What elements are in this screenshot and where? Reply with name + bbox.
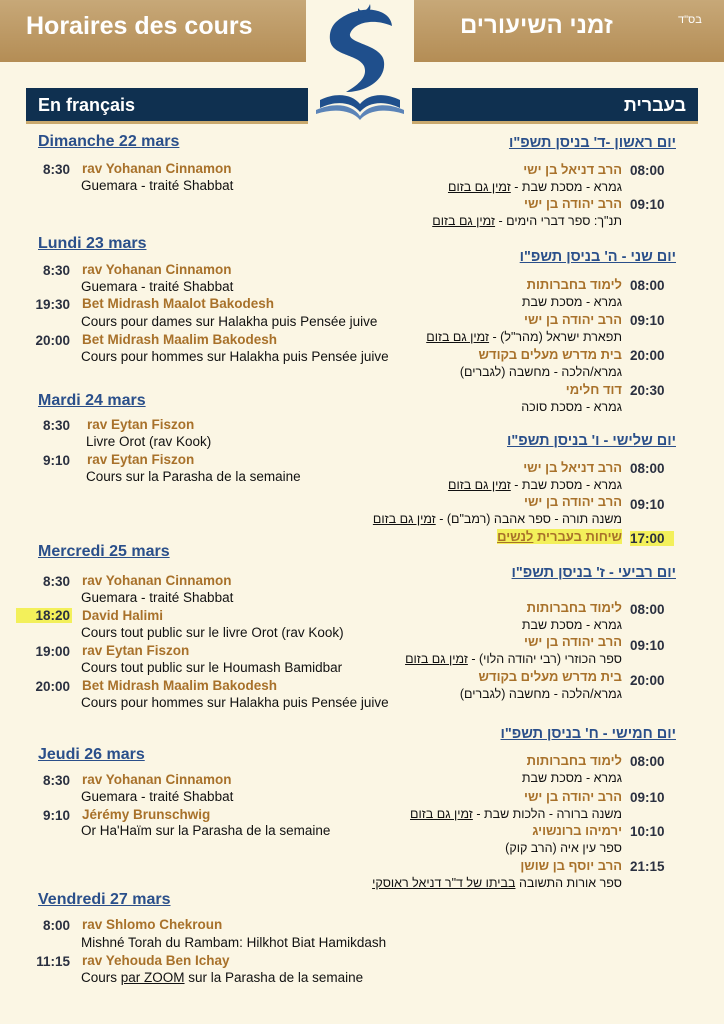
lesson-desc: Cours pour hommes sur Halakha puis Pensée juive xyxy=(81,695,389,710)
lesson-desc: Guemara - traité Shabbat xyxy=(81,590,234,605)
lesson-desc: Cours tout public sur le livre Orot (rav Kook) xyxy=(81,625,344,640)
lesson-desc: Cours pour hommes sur Halakha puis Pensée juive xyxy=(81,349,389,364)
section-bar-he xyxy=(412,88,698,124)
day-title-he: יום רביעי - ז' בניסן תשפ"ו xyxy=(511,565,676,581)
lesson-desc: גמרא - מסכת שבת - זמין גם בזום xyxy=(447,180,622,194)
zoom-link[interactable]: זמין גם בזום xyxy=(447,180,511,194)
teacher-name: ירמיהו ברונשויג xyxy=(532,823,622,838)
lesson-time: 19:00 xyxy=(35,644,70,659)
teacher-name: הרב דניאל בן ישי xyxy=(523,460,622,475)
teacher-name: לימוד בחברותות xyxy=(526,600,622,615)
teacher-name: הרב יהודה בן ישי xyxy=(524,312,622,327)
section-title-he: בעברית xyxy=(623,95,686,115)
teacher-name: שיחות בעברית לנשים xyxy=(497,529,622,544)
teacher-name: David Halimi xyxy=(82,608,164,623)
lesson-time: 08:00 xyxy=(630,163,665,178)
day-title-fr: Lundi 23 mars xyxy=(38,235,147,252)
lesson-desc: Livre Orot (rav Kook) xyxy=(86,434,212,449)
lesson-time: 09:10 xyxy=(630,638,665,653)
lesson-desc: Guemara - traité Shabbat xyxy=(81,279,234,294)
lesson-time: 08:00 xyxy=(630,602,665,617)
day-title-fr: Mardi 24 mars xyxy=(38,392,146,409)
teacher-name: הרב דניאל בן ישי xyxy=(523,162,622,177)
lesson-desc: Cours par ZOOM sur la Parasha de la semaine xyxy=(81,970,364,985)
teacher-name: Bet Midrash Maalim Bakodesh xyxy=(82,332,278,347)
zoom-link[interactable]: זמין גם בזום xyxy=(405,652,468,666)
lesson-time: 20:00 xyxy=(630,348,665,363)
lesson-time: 8:30 xyxy=(42,574,70,589)
lesson-desc: תנ"ך: ספר דברי הימים - זמין גם בזום xyxy=(432,214,622,228)
bsd-mark: בס"ד xyxy=(678,14,702,26)
lesson-time: 20:30 xyxy=(630,383,665,398)
lesson-desc: תפארת ישראל (מהר"ל) - זמין גם בזום xyxy=(426,330,622,344)
lesson-desc: גמרא - מסכת שבת xyxy=(521,618,622,632)
lesson-desc: ספר עין איה (הרב קוק) xyxy=(505,841,622,855)
lesson-time: 20:00 xyxy=(35,333,70,348)
lesson-desc: גמרא - מסכת שבת xyxy=(521,771,622,785)
teacher-name: rav Yehouda Ben Ichay xyxy=(82,953,230,968)
teacher-name: rav Eytan Fiszon xyxy=(87,452,195,467)
women-link[interactable]: לנשים xyxy=(497,529,534,544)
teacher-name: rav Yohanan Cinnamon xyxy=(82,161,232,176)
zoom-link[interactable]: זמין גם בזום xyxy=(432,214,496,228)
page-title-he: זמני השיעורים xyxy=(460,12,613,39)
lesson-time: 8:30 xyxy=(42,263,70,278)
lesson-desc: ספר הכוזרי (רבי יהודה הלוי) - זמין גם בזום xyxy=(405,652,622,666)
teacher-name: הרב יוסף בן שושן xyxy=(520,858,622,873)
lesson-time: 09:10 xyxy=(630,790,665,805)
lesson-desc: Cours tout public sur le Houmash Bamidbar xyxy=(81,660,343,675)
lesson-time: 08:00 xyxy=(630,754,665,769)
teacher-name: Jérémy Brunschwig xyxy=(82,807,211,822)
teacher-name: לימוד בחברותות xyxy=(526,753,622,768)
lesson-time: 21:15 xyxy=(630,859,665,874)
lesson-desc: גמרא/הלכה - מחשבה (לגברים) xyxy=(459,687,622,701)
lesson-time: 8:30 xyxy=(42,162,70,177)
zoom-link[interactable]: par ZOOM xyxy=(120,970,185,985)
teacher-name: Bet Midrash Maalim Bakodesh xyxy=(82,678,278,693)
teacher-name: דוד חלימי xyxy=(565,382,622,397)
teacher-name: הרב יהודה בן ישי xyxy=(524,494,622,509)
day-title-he: יום ראשון -ד' בניסן תשפ"ו xyxy=(508,135,676,151)
lesson-time: 20:00 xyxy=(35,679,70,694)
teacher-name: הרב יהודה בן ישי xyxy=(524,196,622,211)
day-title-he: יום שלישי - ו' בניסן תשפ"ו xyxy=(507,433,676,449)
teacher-name: הרב יהודה בן ישי xyxy=(524,634,622,649)
lesson-time: 09:10 xyxy=(630,313,665,328)
lesson-desc: גמרא - מסכת שבת - זמין גם בזום xyxy=(447,478,622,492)
teacher-name: rav Shlomo Chekroun xyxy=(82,917,223,932)
lesson-time: 9:10 xyxy=(42,453,70,468)
teacher-name: rav Yohanan Cinnamon xyxy=(82,772,232,787)
teacher-name: הרב יהודה בן ישי xyxy=(524,789,622,804)
lesson-desc: Or Ha'Haïm sur la Parasha de la semaine xyxy=(81,823,331,838)
lesson-desc: Cours pour dames sur Halakha puis Pensée juive xyxy=(81,314,378,329)
lesson-desc: ספר אורות התשובה בביתו של ד"ר דניאל ראוסקי xyxy=(372,876,622,890)
zoom-link[interactable]: זמין גם בזום xyxy=(426,330,490,344)
section-bar-fr xyxy=(26,88,308,124)
zoom-link[interactable]: זמין גם בזום xyxy=(410,807,473,821)
lesson-time: 8:00 xyxy=(42,918,70,933)
teacher-name: rav Eytan Fiszon xyxy=(87,417,195,432)
lesson-desc: גמרא - מסכת סוכה xyxy=(521,400,622,414)
lesson-desc: משנה ברורה - הלכות שבת - זמין גם בזום xyxy=(410,807,622,821)
day-title-fr: Mercredi 25 mars xyxy=(38,543,170,560)
lesson-time: 09:10 xyxy=(630,497,665,512)
lesson-time: 09:10 xyxy=(630,197,665,212)
logo xyxy=(306,0,414,128)
home-address-link[interactable]: בביתו של ד"ר דניאל ראוסקי xyxy=(372,876,516,890)
lesson-time: 19:30 xyxy=(35,297,70,312)
lesson-time: 08:00 xyxy=(630,461,665,476)
section-title-fr: En français xyxy=(38,95,136,115)
lesson-time: 10:10 xyxy=(630,824,665,839)
teacher-name: Bet Midrash Maalot Bakodesh xyxy=(82,296,275,311)
zoom-link[interactable]: זמין גם בזום xyxy=(447,478,511,492)
lesson-time: 8:30 xyxy=(42,773,70,788)
teacher-name: בית מדרש מעלים בקודש xyxy=(478,347,622,362)
lesson-time-highlighted: 18:20 xyxy=(16,608,72,623)
lesson-time: 11:15 xyxy=(36,954,70,969)
teacher-name: rav Yohanan Cinnamon xyxy=(82,573,232,588)
lesson-desc: Guemara - traité Shabbat xyxy=(81,789,234,804)
lesson-desc: Cours sur la Parasha de la semaine xyxy=(86,469,301,484)
day-title-fr: Vendredi 27 mars xyxy=(38,891,171,908)
logo-icon xyxy=(306,0,414,128)
day-title-fr: Jeudi 26 mars xyxy=(38,746,145,763)
teacher-name: rav Yohanan Cinnamon xyxy=(82,262,232,277)
day-title-he: יום שני - ה' בניסן תשפ"ו xyxy=(519,249,676,265)
teacher-name: בית מדרש מעלים בקודש xyxy=(478,669,622,684)
lesson-desc: גמרא - מסכת שבת xyxy=(521,295,622,309)
lesson-time: 8:30 xyxy=(42,418,70,433)
zoom-link[interactable]: זמין גם בזום xyxy=(372,512,436,526)
day-title-fr: Dimanche 22 mars xyxy=(38,133,180,150)
lesson-time-highlighted: 17:00 xyxy=(630,531,674,546)
day-title-he: יום חמישי - ח' בניסן תשפ"ו xyxy=(500,726,676,742)
teacher-name: לימוד בחברותות xyxy=(526,277,622,292)
lesson-desc: Mishné Torah du Rambam: Hilkhot Biat Hamikdash xyxy=(81,935,387,950)
lesson-desc: Guemara - traité Shabbat xyxy=(81,178,234,193)
page-title-fr: Horaires des cours xyxy=(26,12,253,40)
lesson-time: 08:00 xyxy=(630,278,665,293)
lesson-desc: גמרא/הלכה - מחשבה (לגברים) xyxy=(459,365,622,379)
lesson-time: 20:00 xyxy=(630,673,665,688)
teacher-name: rav Eytan Fiszon xyxy=(82,643,190,658)
lesson-desc: משנה תורה - ספר אהבה (רמב"ם) - זמין גם בזום xyxy=(372,512,622,526)
lesson-time: 9:10 xyxy=(42,808,70,823)
